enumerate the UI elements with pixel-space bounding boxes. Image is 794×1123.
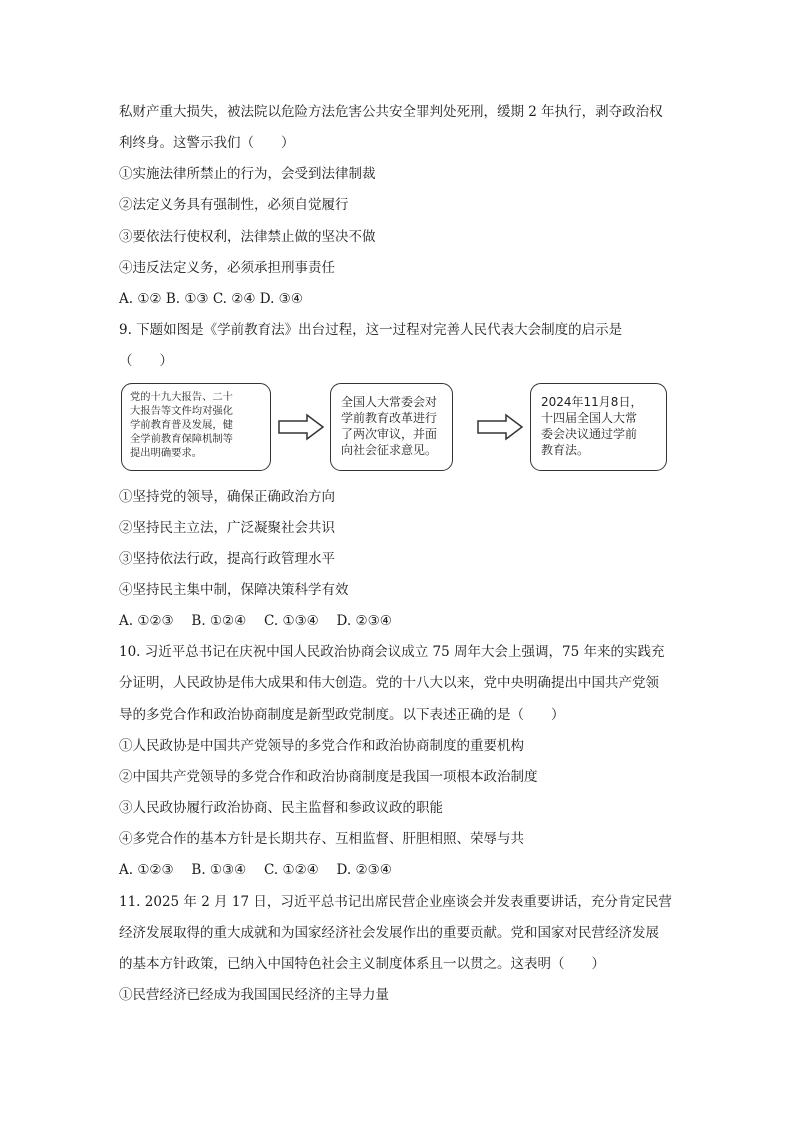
q9-text-line-2: （ ） xyxy=(119,353,173,369)
q10-option-2: ②中国共产党领导的多党合作和政治协商制度是我国一项根本政治制度 xyxy=(119,769,538,785)
q9-choices: A. ①②③ B. ①②④ C. ①③④ D. ②③④ xyxy=(119,613,392,629)
flow-step-3-line: 教育法。 xyxy=(541,443,590,457)
flow-step-1-line: 大报告等文件均对强化 xyxy=(130,405,233,417)
flow-step-1-line: 提出明确要求。 xyxy=(130,447,203,459)
q10-text-line-2: 分证明，人民政协是伟大成果和伟大创造。党的十八大以来，党中央明确提出中国共产党领 xyxy=(119,675,659,691)
flow-step-2-line: 了两次审议，并面 xyxy=(341,427,438,441)
right-arrow-icon xyxy=(277,413,325,441)
q8-option-3: ③要依法行使权利，法律禁止做的坚决不做 xyxy=(119,229,376,245)
q9-option-2: ②坚持民主立法，广泛凝聚社会共识 xyxy=(119,520,335,536)
q8-option-2: ②法定义务具有强制性，必须自觉履行 xyxy=(119,197,349,213)
q8-option-4: ④违反法定义务，必须承担刑事责任 xyxy=(119,260,335,276)
flow-step-1-line: 学前教育普及发展，健 xyxy=(130,419,233,431)
flow-step-2-line: 学前教育改革进行 xyxy=(341,411,438,425)
q8-choices: A. ①② B. ①③ C. ②④ D. ③④ xyxy=(119,291,303,307)
right-arrow-icon xyxy=(476,413,524,441)
q9-text-line-1: 9. 下题如图是《学前教育法》出台过程，这一过程对完善人民代表大会制度的启示是 xyxy=(119,322,623,338)
flow-step-3-line: 2024年11月8日， xyxy=(541,395,643,409)
q10-option-4: ④多党合作的基本方针是长期共存、互相监督、肝胆相照、荣辱与共 xyxy=(119,831,524,847)
q11-text-line-1: 11. 2025 年 2 月 17 日，习近平总书记出席民营企业座谈会并发表重要讲话，充分肯定民营 xyxy=(119,894,672,910)
flow-step-2-line: 向社会征求意见。 xyxy=(341,443,438,457)
q11-text-line-2: 经济发展取得的重大成就和为国家经济社会发展作出的重要贡献。党和国家对民营经济发展 xyxy=(119,925,659,941)
flow-step-2 xyxy=(330,383,453,471)
flow-step-2-line: 全国人大常委会对 xyxy=(341,395,438,409)
flow-step-1-line: 全学前教育保障机制等 xyxy=(130,433,233,445)
q10-text-line-3: 导的多党合作和政治协商制度是新型政党制度。以下表述正确的是（ ） xyxy=(119,707,565,723)
q9-option-4: ④坚持民主集中制，保障决策科学有效 xyxy=(119,582,349,598)
q8-text-line-1: 私财产重大损失，被法院以危险方法危害公共安全罪判处死刑，缓期 2 年执行，剥夺政治权 xyxy=(119,104,663,120)
q8-text-line-2: 利终身。这警示我们（ ） xyxy=(119,135,295,151)
q9-option-1: ①坚持党的领导，确保正确政治方向 xyxy=(119,489,335,505)
q9-option-3: ③坚持依法行政，提高行政管理水平 xyxy=(119,551,335,567)
flow-step-3 xyxy=(530,383,667,471)
q11-text-line-3: 的基本方针政策，已纳入中国特色社会主义制度体系且一以贯之。这表明（ ） xyxy=(119,956,605,972)
q10-option-1: ①人民政协是中国共产党领导的多党合作和政治协商制度的重要机构 xyxy=(119,738,524,754)
legislation-flowchart xyxy=(121,383,681,475)
q10-text-line-1: 10. 习近平总书记在庆祝中国人民政治协商会议成立 75 周年大会上强调，75 年来的实践充 xyxy=(119,644,665,660)
q8-option-1: ①实施法律所禁止的行为，会受到法律制裁 xyxy=(119,166,376,182)
flow-step-1 xyxy=(121,383,271,471)
flow-step-1-line: 党的十九大报告、二十 xyxy=(130,391,233,403)
q11-option-1: ①民营经济已经成为我国国民经济的主导力量 xyxy=(119,987,389,1003)
flow-step-3-line: 委会决议通过学前 xyxy=(541,427,638,441)
q10-option-3: ③人民政协履行政治协商、民主监督和参政议政的职能 xyxy=(119,800,443,816)
q10-choices: A. ①②③ B. ①③④ C. ①②④ D. ②③④ xyxy=(119,862,392,878)
flow-step-3-line: 十四届全国人大常 xyxy=(541,411,638,425)
